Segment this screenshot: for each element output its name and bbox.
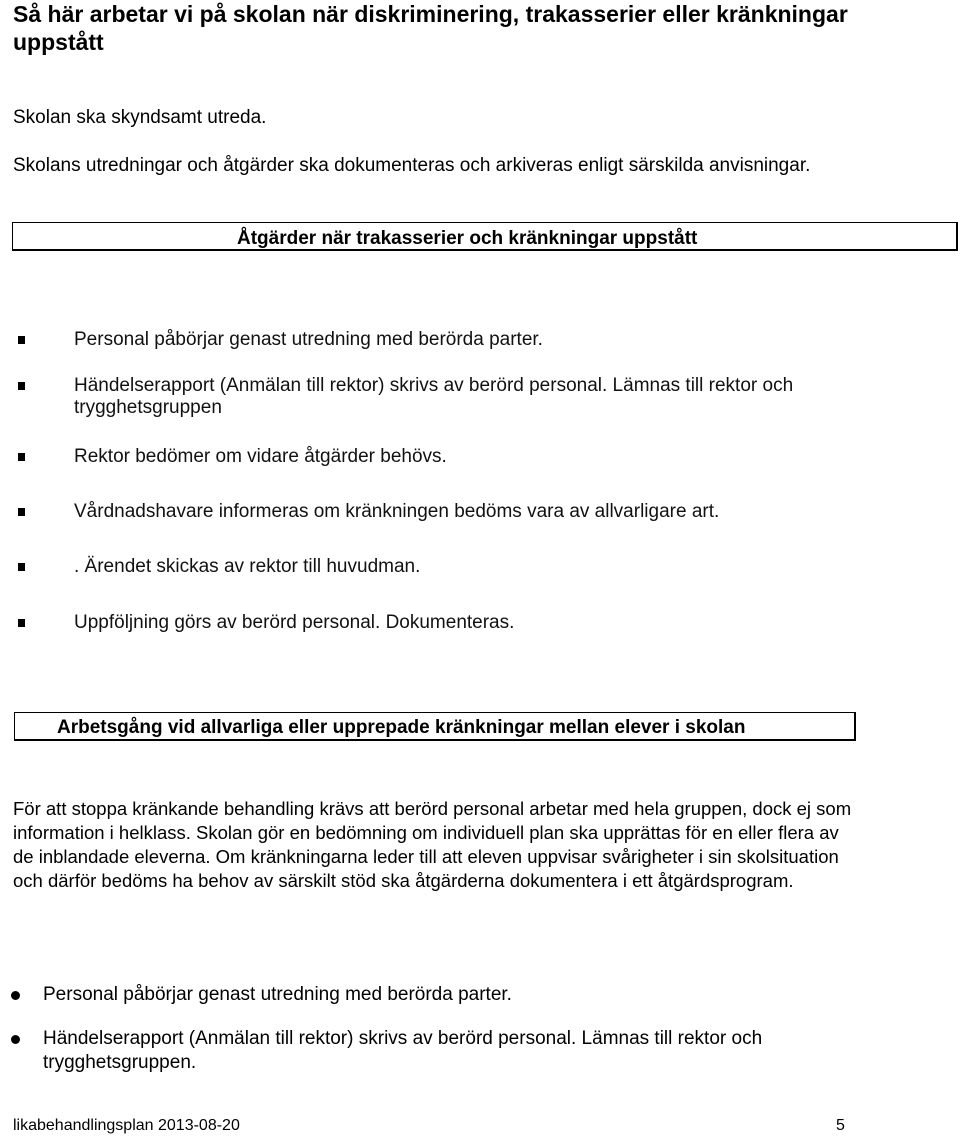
square-bullet-icon xyxy=(18,563,25,571)
round-bullet-icon xyxy=(11,1035,20,1044)
list-item-text: Uppföljning görs av berörd personal. Dokumenteras. xyxy=(74,612,515,633)
footer-page-number: 5 xyxy=(836,1117,845,1134)
round-bullet-icon xyxy=(11,991,20,1000)
intro-line-2: Skolans utredningar och åtgärder ska dokumenteras och arkiveras enligt särskilda anvisningar. xyxy=(13,155,811,176)
intro-line-1: Skolan ska skyndsamt utreda. xyxy=(13,107,267,128)
section1-heading: Åtgärder när trakasserier och kränkningar uppstått xyxy=(12,222,958,251)
square-bullet-icon xyxy=(18,453,25,461)
list-item-text: Personal påbörjar genast utredning med berörda parter. xyxy=(43,984,512,1005)
list-item-text: Vårdnadshavare informeras om kränkningen bedöms vara av allvarligare art. xyxy=(74,501,720,522)
section2-heading: Arbetsgång vid allvarliga eller upprepade kränkningar mellan elever i skolan xyxy=(14,712,856,741)
list-item-text: Personal påbörjar genast utredning med berörda parter. xyxy=(74,329,543,350)
page-title: Så här arbetar vi på skolan när diskriminering, trakasserier eller kränkningar uppstått xyxy=(13,1,848,55)
square-bullet-icon xyxy=(18,619,25,627)
square-bullet-icon xyxy=(18,336,25,344)
square-bullet-icon xyxy=(18,382,25,390)
list-item-text: Händelserapport (Anmälan till rektor) skrivs av berörd personal. Lämnas till rektor och trygghetsgruppen xyxy=(74,375,794,418)
square-bullet-icon xyxy=(18,508,25,516)
list-item-text: Rektor bedömer om vidare åtgärder behövs. xyxy=(74,446,447,467)
footer-document-name: likabehandlingsplan 2013-08-20 xyxy=(13,1117,240,1134)
list-item-text: . Ärendet skickas av rektor till huvudman. xyxy=(74,556,421,577)
list-item-text: Händelserapport (Anmälan till rektor) skrivs av berörd personal. Lämnas till rektor och trygghetsgruppen. xyxy=(43,1028,763,1073)
section2-paragraph: För att stoppa kränkande behandling krävs att berörd personal arbetar med hela gruppen, dock ej som information i helklass. Skolan gör en bedömning om individuell plan ska upprättas för en eller flera av de inblandade eleverna. Om kränkningarna leder till att eleven uppvisar svårigheter i sin skolsituation och därför bedöms ha behov av särskilt stöd ska åtgärderna dokumentera i ett åtgärdsprogram. xyxy=(13,798,852,891)
